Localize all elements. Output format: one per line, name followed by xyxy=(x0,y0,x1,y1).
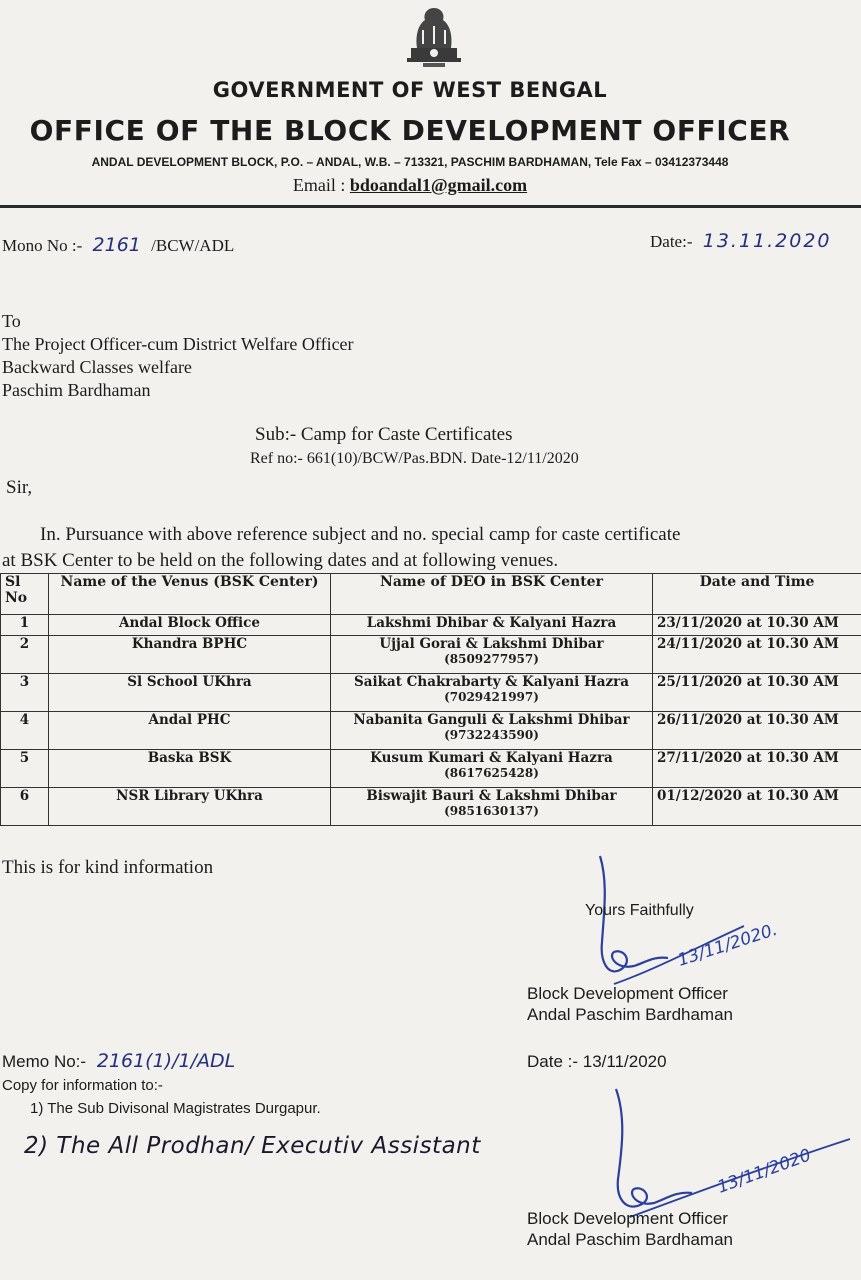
cell-sl: 5 xyxy=(1,750,49,788)
memo2-label: Memo No:- xyxy=(2,1052,87,1071)
memo-number-line xyxy=(2,234,234,256)
signature-scribble-icon xyxy=(610,1083,860,1223)
state-emblem-icon xyxy=(403,4,465,70)
cell-sl: 6 xyxy=(1,788,49,826)
memo-copy-number-line xyxy=(2,1050,235,1072)
deo-phone: (9732243590) xyxy=(444,728,539,742)
office-heading: OFFICE OF THE BLOCK DEVELOPMENT OFFICER xyxy=(29,114,791,147)
reference-line: Ref no:- 661(10)/BCW/Pas.BDN. Date-12/11/2020 xyxy=(250,450,579,467)
email-address: bdoandal1@gmail.com xyxy=(349,175,528,195)
body-text-line: In. Pursuance with above reference subject and no. special camp for caste certificate xyxy=(40,524,681,545)
cell-date-time: 23/11/2020 at 10.30 AM xyxy=(653,615,861,636)
cell-sl: 2 xyxy=(1,636,49,674)
table-row xyxy=(1,636,861,674)
header-date-time: Date and Time xyxy=(653,574,861,615)
email-line xyxy=(0,175,820,196)
cell-date-time: 24/11/2020 at 10.30 AM xyxy=(653,636,861,674)
deo-phone: (9851630137) xyxy=(444,804,539,818)
cell-deo: Nabanita Ganguli & Lakshmi Dhibar (9732243590) xyxy=(331,712,653,750)
cell-deo: Ujjal Gorai & Lakshmi Dhibar (8509277957) xyxy=(331,636,653,674)
signature-scribble-icon xyxy=(594,852,794,992)
cell-date-time: 25/11/2020 at 10.30 AM xyxy=(653,674,861,712)
to-label: To xyxy=(2,311,21,331)
header-venue: Name of the Venus (BSK Center) xyxy=(49,574,331,615)
cell-venue: Khandra BPHC xyxy=(49,636,331,674)
signatory-block xyxy=(527,983,733,1025)
copy-recipient-item-handwritten: 2) The All Prodhan/ Executiv Assistant xyxy=(24,1133,481,1159)
cell-deo: Biswajit Bauri & Lakshmi Dhibar (9851630137) xyxy=(331,788,653,826)
table-row xyxy=(1,615,861,636)
memo-copy-date: Date :- 13/11/2020 xyxy=(527,1052,667,1071)
signatory-place: Andal Paschim Bardhaman xyxy=(527,1230,734,1249)
cell-deo: Saikat Chakrabarty & Kalyani Hazra (7029421997) xyxy=(331,674,653,712)
cell-deo: Kusum Kumari & Kalyani Hazra (8617625428) xyxy=(331,750,653,788)
recipient-line: The Project Officer-cum District Welfare Officer xyxy=(2,334,354,354)
cell-sl: 1 xyxy=(1,615,49,636)
signatory-block xyxy=(527,1208,733,1250)
cell-venue: Baska BSK xyxy=(49,750,331,788)
table-row xyxy=(1,674,861,712)
cell-venue: Sl School UKhra xyxy=(49,674,331,712)
deo-phone: (7029421997) xyxy=(444,690,539,704)
cell-venue: Andal PHC xyxy=(49,712,331,750)
deo-phone: (8617625428) xyxy=(444,766,539,780)
cell-date-time: 26/11/2020 at 10.30 AM xyxy=(653,712,861,750)
recipient-line: Backward Classes welfare xyxy=(2,357,192,377)
recipient-address xyxy=(2,310,354,402)
cell-date-time: 27/11/2020 at 10.30 AM xyxy=(653,750,861,788)
cell-date-time: 01/12/2020 at 10.30 AM xyxy=(653,788,861,826)
header-deo: Name of DEO in BSK Center xyxy=(331,574,653,615)
kind-information-line: This is for kind information xyxy=(2,857,214,878)
subject-line: Sub:- Camp for Caste Certificates xyxy=(255,424,513,445)
signatory-designation: Block Development Officer xyxy=(527,1209,728,1228)
recipient-line: Paschim Bardhaman xyxy=(2,380,151,400)
signatory-designation: Block Development Officer xyxy=(527,984,728,1003)
cell-venue: Andal Block Office xyxy=(49,615,331,636)
memo-label: Mono No :- xyxy=(2,236,83,255)
table-row xyxy=(1,750,861,788)
body-text-line: at BSK Center to be held on the following dates and at following venues. xyxy=(2,550,559,571)
signature-date: 13/11/2020. xyxy=(675,919,780,971)
header-divider xyxy=(0,205,861,208)
government-heading: GOVERNMENT OF WEST BENGAL xyxy=(212,78,608,102)
deo-phone: (8509277957) xyxy=(444,652,539,666)
memo2-number-handwritten: 2161(1)/1/ADL xyxy=(96,1050,236,1072)
signature-date: 13/11/2020 xyxy=(714,1145,814,1198)
cell-sl: 3 xyxy=(1,674,49,712)
email-label: Email : xyxy=(292,175,346,195)
yours-faithfully: Yours Faithfully xyxy=(585,902,694,919)
salutation: Sir, xyxy=(6,477,33,498)
table-row xyxy=(1,712,861,750)
cell-venue: NSR Library UKhra xyxy=(49,788,331,826)
camp-schedule-table xyxy=(0,573,861,826)
table-header-row xyxy=(1,574,861,615)
copy-recipient-item: 1) The Sub Divisonal Magistrates Durgapur. xyxy=(30,1100,321,1117)
signatory-place: Andal Paschim Bardhaman xyxy=(527,1005,734,1024)
memo-suffix: /BCW/ADL xyxy=(151,236,235,255)
date-handwritten: 13.11.2020 xyxy=(702,230,832,252)
cell-deo: Lakshmi Dhibar & Kalyani Hazra xyxy=(331,615,653,636)
office-address: ANDAL DEVELOPMENT BLOCK, P.O. – ANDAL, W.B. – 713321, PASCHIM BARDHAMAN, Tele Fax – 03412373448 xyxy=(91,155,729,169)
table-row xyxy=(1,788,861,826)
date-label: Date:- xyxy=(650,232,693,251)
copy-label: Copy for information to:- xyxy=(2,1077,163,1094)
memo-number-handwritten: 2161 xyxy=(92,234,141,256)
letter-date xyxy=(650,230,832,252)
header-sl-no: Sl No xyxy=(1,574,49,615)
cell-sl: 4 xyxy=(1,712,49,750)
